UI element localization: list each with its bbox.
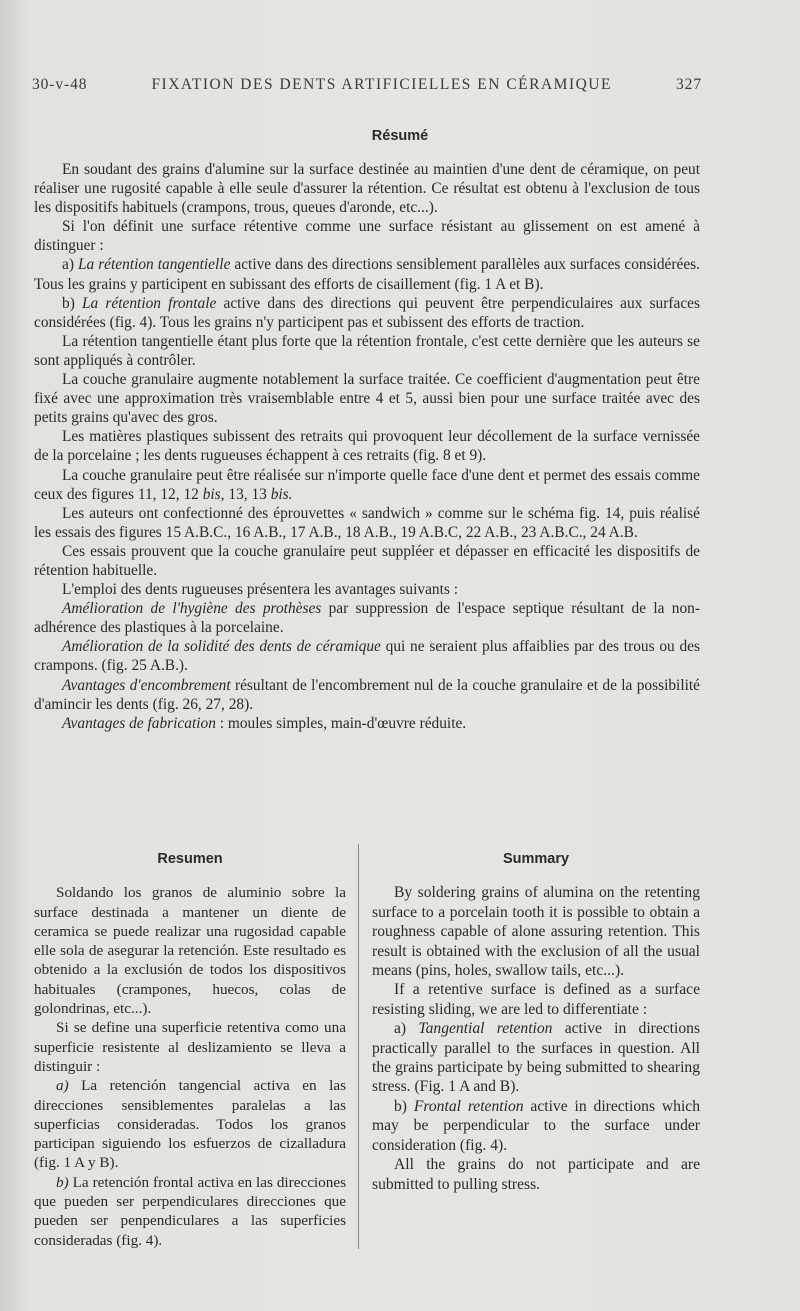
- advantage-term: Avantages d'encombrement: [62, 676, 231, 694]
- item-label: a): [56, 1077, 69, 1095]
- item-label: a): [394, 1020, 419, 1038]
- resume-paragraph: La rétention tangentielle étant plus forte que la rétention frontale, c'est cette dernière que les auteurs se sont appliqués à contrôler.: [34, 332, 700, 369]
- summary-heading: Summary: [502, 851, 570, 867]
- advantage-text: : moules simples, main-d'œuvre réduite.: [215, 714, 467, 732]
- resume-paragraph: Si l'on définit une surface rétentive comme une surface résistant au glissement on est amené à distinguer :: [34, 218, 700, 255]
- resume-heading: Résumé: [371, 128, 429, 144]
- advantage-text: résultant de l'encombrement nul de la couche granulaire et de la possibilité d'amincir les dents (fig. 26, 27, 28).: [34, 676, 700, 713]
- bis-label: bis: [202, 485, 221, 503]
- resumen-column: [34, 850, 346, 1250]
- resume-item-b: [34, 294, 700, 332]
- bis-label: bis.: [270, 485, 293, 503]
- resume-paragraph: [34, 466, 700, 504]
- column-divider: [358, 844, 359, 1249]
- resumen-paragraph: Soldando los granos de aluminio sobre la surface destinada a mantener un diente de ceramica se puede realizar una rugosidad capable elle sola de asegurar la retención. Este resultado es obtenido a la exclusión de todos los dispositivos habituales (crampones, huecos, colas de golondrinas, etc...).: [34, 884, 346, 1018]
- item-label: b): [56, 1173, 69, 1191]
- advantage-term: Avantages de fabrication: [62, 714, 216, 732]
- resume-paragraph: Les auteurs ont confectionné des éprouvettes « sandwich » comme sur le schéma fig. 14, puis réalisé les essais des figures 15 A.B.C., 16 A.B., 17 A.B., 18 A.B., 19 A.B.C, 22 A.B., 23 A.B.C., 24 A.B.: [34, 504, 700, 541]
- item-text: La retención tangencial activa en las direcciones sensiblementes paralelas a las superficias consideradas. Todos los granos participan siguiendo los esfuerzos de cizalladura (fig. 1 A y B).: [34, 1077, 346, 1172]
- item-label: a): [62, 256, 78, 274]
- resume-paragraph: L'emploi des dents rugueuses présentera les avantages suivants :: [62, 581, 458, 599]
- advantage-item: [34, 599, 700, 637]
- advantage-text: par suppression de l'espace septique résultant de la non-adhérence des plastiques à la porcelaine.: [34, 600, 700, 637]
- advantage-text: qui ne seraient plus affaiblies par des trous ou des crampons. (fig. 25 A.B.).: [34, 638, 701, 675]
- summary-paragraph: All the grains do not participate and are submitted to pulling stress.: [372, 1156, 700, 1193]
- resume-paragraph: Ces essais prouvent que la couche granulaire peut suppléer et dépasser en efficacité les dispositifs de rétention habituelle.: [34, 542, 700, 579]
- page-number: 327: [676, 76, 702, 93]
- item-text: La retención frontal activa en las direcciones que pueden ser perpendiculares direcciones que pueden ser penpendiculares a las superficies consideradas (fig. 4).: [34, 1173, 346, 1249]
- item-label: b): [62, 294, 82, 312]
- advantage-term: Amélioration de l'hygiène des prothèses: [62, 600, 322, 618]
- resumen-heading: Resumen: [157, 851, 223, 867]
- resumen-paragraph: Si se define una superficie retentiva como una superficie resistente al deslizamiento se lleva a distinguir :: [34, 1019, 346, 1075]
- resume-item-a: [34, 255, 700, 293]
- item-term: Frontal retention: [413, 1097, 524, 1115]
- summary-column: [372, 850, 700, 1194]
- resume-paragraph: La couche granulaire augmente notablement la surface traitée. Ce coefficient d'augmentation peut être fixé avec une approximation très vraisemblable entre 4 et 5, aussi bien pour une surface traitée avec des petits grains qu'avec des gros.: [34, 371, 700, 427]
- advantage-item: [34, 637, 700, 675]
- item-term: La rétention tangentielle: [77, 256, 231, 274]
- summary-item-b: [372, 1097, 700, 1155]
- resumen-item-a: [34, 1076, 346, 1172]
- summary-paragraph: By soldering grains of alumina on the retenting surface to a porcelain tooth it is possible to obtain a roughness capable of alone assuring retention. This result is obtained with the exclusion of all the usual means (pins, holes, swallow tails, etc...).: [372, 884, 700, 980]
- summary-item-a: [372, 1019, 700, 1097]
- advantage-item: [34, 676, 700, 714]
- resume-paragraph: En soudant des grains d'alumine sur la surface destinée au maintien d'une dent de céramique, on peut réaliser une rugosité capable à elle seule d'assurer la rétention. Ce résultat est obtenu à l'exclusion de tous les dispositifs habituels (crampons, trous, queues d'aronde, etc...).: [34, 161, 700, 217]
- item-term: Tangential retention: [418, 1020, 553, 1038]
- advantage-term: Amélioration de la solidité des dents de céramique: [62, 638, 381, 656]
- resumen-item-b: [34, 1173, 346, 1250]
- running-head-title: FIXATION DES DENTS ARTIFICIELLES EN CÉRAMIQUE: [151, 76, 612, 93]
- item-text: active dans des directions qui peuvent être perpendiculaires aux surfaces considérées (fig. 4). Tous les grains n'y participent pas et subissent des efforts de traction.: [34, 294, 700, 331]
- item-text: active dans des directions sensiblement parallèles aux surfaces considérées. Tous les grains y participent en subissant des efforts de cisaillement (fig. 1 A et B).: [34, 256, 701, 293]
- resume-paragraph: Les matières plastiques subissent des retraits qui provoquent leur décollement de la surface vernissée de la porcelaine ; les dents rugueuses échappent à ces retraits (fig. 8 et 9).: [34, 428, 700, 465]
- item-text: active in directions which may be perpendicular to the surface under consideration (fig. 4).: [372, 1097, 700, 1154]
- advantage-item: [34, 714, 700, 733]
- item-text: active in directions practically parallel to the surfaces in question. All the grains participate by being submitted to shearing stress. (Fig. 1 A and B).: [372, 1020, 701, 1096]
- item-term: La rétention frontale: [82, 294, 217, 312]
- item-label: b): [394, 1097, 414, 1115]
- resume-body: [34, 160, 700, 733]
- paragraph-text: La couche granulaire peut être réalisée sur n'importe quelle face d'une dent et permet des essais comme ceux des figures 11, 12, 12: [34, 466, 700, 503]
- summary-paragraph: If a retentive surface is defined as a surface resisting sliding, we are led to differentiate :: [372, 981, 700, 1018]
- paragraph-text: , 13, 13: [220, 485, 271, 503]
- running-head-date: 30-v-48: [32, 76, 88, 93]
- running-head: [32, 76, 702, 94]
